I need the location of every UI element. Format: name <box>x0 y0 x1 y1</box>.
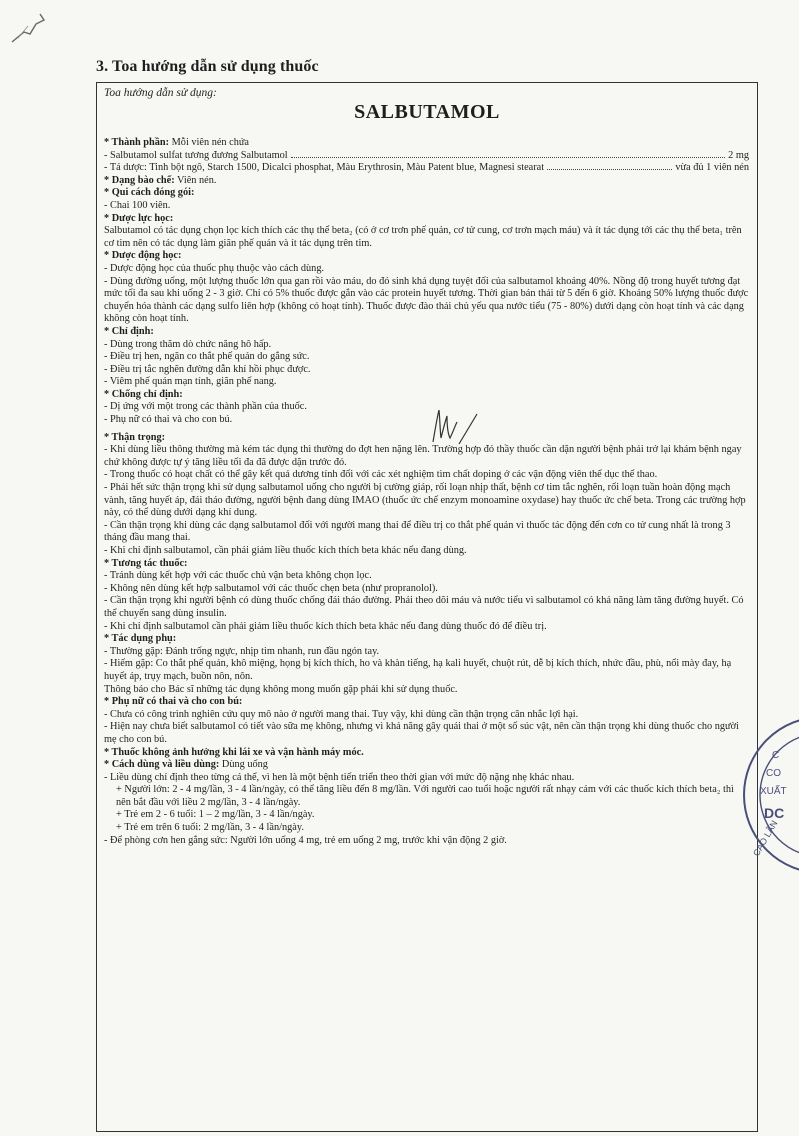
contraindications-heading: * Chống chỉ định: <box>104 388 183 400</box>
dosage-form-heading: * Dạng bào chế: <box>104 174 175 186</box>
precaution-item: - Cần thận trọng khi dùng các dạng salbutamol đối với người mang thai để điều trị co thắt phế quản vì thuốc tác động đến cơn co tử cung nhất là trong 3 tháng đầu mang thai. <box>104 519 731 544</box>
indication-item: - Dùng trong thăm dò chức năng hô hấp. <box>104 338 272 350</box>
interaction-item: - Không nên dùng kết hợp salbutamol với các thuốc chẹn beta (như propranolol). <box>104 582 438 594</box>
dosage-item: + Người lớn: 2 - 4 mg/lần, 3 - 4 lần/ngày, có thể tăng liều đến 8 mg/lần. Với người cao tuổi hoặc người rất nhạy cảm với các thuốc kích thích beta₂ thì nên bắt đầu với liều 2 mg/lần, 3 - 4 lần/ngày. <box>116 784 734 808</box>
active-ingredient-amount: 2 mg <box>728 149 749 161</box>
dosage-item: + Trẻ em trên 6 tuổi: 2 mg/lần, 3 - 4 lần/ngày. <box>116 822 304 834</box>
contraindication-item: - Phụ nữ có thai và cho con bú. <box>104 414 233 426</box>
pregnancy-heading: * Phụ nữ có thai và cho con bú: <box>104 696 243 708</box>
scan-artifact-mark <box>10 8 50 44</box>
stamp-text: C <box>772 750 780 761</box>
stamp-text: CO <box>766 768 781 779</box>
section-heading: 3. Toa hướng dẫn sử dụng thuốc <box>96 58 319 75</box>
dosage-form-line <box>104 175 749 188</box>
dosage-item: - Liều dùng chỉ định theo từng cá thể, vì hen là một bệnh tiến triển theo thời gian với mức độ nặng nhẹ khác nhau. <box>104 771 575 783</box>
side-effect-item: - Thường gặp: Đánh trống ngực, nhịp tim nhanh, run đầu ngón tay. <box>104 645 380 657</box>
pharmacodynamics-heading: * Dược lực học: <box>104 212 174 224</box>
package-insert-box <box>96 82 758 1132</box>
contraindication-item: - Dị ứng với một trong các thành phần của thuốc. <box>104 401 307 413</box>
stamp-text: XUẤT <box>760 786 787 797</box>
dosage-item: - Để phòng cơn hen gắng sức: Người lớn uống 4 mg, trẻ em uống 2 mg, trước khi vận động 2 giờ. <box>104 834 507 846</box>
precaution-item: - Khi chỉ định salbutamol, cần phải giảm liều thuốc kích thích beta khác nếu đang dùng. <box>104 545 467 556</box>
pharmacokinetics-heading: * Dược động học: <box>104 250 182 262</box>
precaution-item: - Khi dùng liều thông thường mà kém tác dụng thì thường do đợt hen nặng lên. Trường hợp đó thầy thuốc cần dặn người bệnh phải trở lại khám bệnh ngay chứ không được tự ý tăng liều tối đa đã được dặn trước đó. <box>104 444 742 468</box>
interactions-heading: * Tương tác thuốc: <box>104 557 188 569</box>
interaction-item: - Tránh dùng kết hợp với các thuốc chủ vận beta không chọn lọc. <box>104 570 372 582</box>
pharmacokinetics-line: - Dùng đường uống, một lượng thuốc lớn qua gan rồi vào máu, do đó sinh khả dụng tuyệt đối của salbutamol khoảng 40%. Nồng độ trong huyết tương đạt mức tối đa sau khi uống 2 - 3 giờ. Chỉ có 5% thuốc được gắn vào các protein huyết tương. Thời gian bán thải từ 5 đến 6 giờ. Khoảng 50% lượng thuốc được chuyển hóa thành các dạng sulfo liên hợp (không có hoạt tính). Thuốc được đào thải chủ yếu qua nước tiểu (75 - 80%) dưới dạng còn hoạt tính và các dạng không còn hoạt tính. <box>104 275 749 325</box>
composition-heading: * Thành phần: <box>104 137 170 148</box>
dosage-heading: * Cách dùng và liều dùng: <box>104 759 220 771</box>
pharmacodynamics-text: Salbutamol có tác dụng chọn lọc kích thích các thụ thể beta₂ (có ở cơ trơn phế quản, cơ tử cung, cơ trơn mạch máu) và ít tác dụng tới các thụ thể beta₁ trên cơ tim nên có tác dụng làm giãn phế quản và ít tác dụng trên tim. <box>104 225 742 249</box>
excipients-amount: vừa đủ 1 viên nén <box>675 162 749 174</box>
insert-content <box>104 137 749 847</box>
indication-item: - Viêm phế quản mạn tính, giãn phế nang. <box>104 376 277 388</box>
stamp-text: DC <box>764 805 785 821</box>
indications-heading: * Chỉ định: <box>104 325 154 337</box>
interaction-item: - Khi chỉ định salbutamol cần phải giảm liều thuốc kích thích beta khác nếu đang dùng thuốc đó để điều trị. <box>104 620 547 632</box>
composition-intro: Mỗi viên nén chứa <box>169 137 250 148</box>
excipients-list: - Tá dược: Tinh bột ngô, Starch 1500, Dicalci phosphat, Màu Erythrosin, Màu Patent blue, Magnesi stearat <box>104 162 545 174</box>
side-effects-heading: * Tác dụng phụ: <box>104 633 177 645</box>
interaction-item: - Cần thận trọng khi người bệnh có dùng thuốc chống đái tháo đường. Phải theo dõi máu và nước tiểu vì salbutamol có khả năng làm tăng đường huyết. Có thể chuyển sang dùng insulin. <box>104 595 744 619</box>
stamp-text: CAO LÃN <box>751 818 780 858</box>
side-effect-item: Thông báo cho Bác sĩ những tác dụng không mong muốn gặp phải khi sử dụng thuốc. <box>104 683 458 695</box>
driving-heading: * Thuốc không ảnh hưởng khi lái xe và vận hành máy móc. <box>104 746 364 758</box>
dosage-route: Dùng uống <box>219 759 268 771</box>
dosage-item: + Trẻ em 2 - 6 tuổi: 1 – 2 mg/lần, 3 - 4 lần/ngày. <box>116 809 315 821</box>
excipients-row <box>104 162 749 175</box>
drug-title: SALBUTAMOL <box>354 101 500 123</box>
box-caption: Toa hướng dẫn sử dụng: <box>104 87 217 99</box>
pregnancy-item: - Chưa có công trình nghiên cứu quy mô nào ở người mang thai. Tuy vậy, khi dùng cần thận trọng cân nhắc lợi hại. <box>104 708 579 720</box>
pregnancy-item: - Hiện nay chưa biết salbutamol có tiết vào sữa mẹ không, nhưng vì khả năng gây quái thai ở một số súc vật, nên cần thận trọng khi dùng thuốc cho người mẹ cho con bú. <box>104 721 739 745</box>
active-ingredient-name: - Salbutamol sulfat tương đương Salbutamol <box>104 149 288 161</box>
handwritten-signature <box>425 400 485 460</box>
company-stamp <box>742 690 799 900</box>
composition-heading-line <box>104 137 749 150</box>
packaging-text: - Chai 100 viên. <box>104 199 171 211</box>
active-ingredient-row <box>104 150 749 163</box>
dosage-heading-line <box>104 759 749 772</box>
indication-item: - Điều trị tắc nghẽn đường dẫn khí hồi phục được. <box>104 363 311 375</box>
side-effect-item: - Hiếm gặp: Co thắt phế quản, khô miệng, họng bị kích thích, ho và khàn tiếng, hạ kali huyết, chuột rút, dễ bị kích thích, nhức đầu, phù, nổi mày đay, hạ huyết áp, trụy mạch, buồn nôn, nôn. <box>104 658 732 682</box>
precaution-item: - Phải hết sức thận trọng khi sử dụng salbutamol uống cho người bị cường giáp, rối loạn nhịp thất, bệnh cơ tim tắc nghẽn, rối loạn tuần hoàn động mạch vành, tăng huyết áp, đái tháo đường, người bệnh đang dùng IMAO (thuốc ức chế enzym monoamine oxydase) hay thuốc ức chế beta. Trong các trường hợp này, có thể dùng dưới dạng khí dung. <box>104 482 746 519</box>
packaging-heading: * Qui cách đóng gói: <box>104 187 195 199</box>
indication-item: - Điều trị hen, ngăn co thắt phế quản do gắng sức. <box>104 351 310 363</box>
precaution-item: - Trong thuốc có hoạt chất có thể gây kết quả dương tính đối với các xét nghiệm tìm chất doping ở các vận động viên thể dục thể thao. <box>104 469 658 481</box>
pharmacokinetics-line: - Dược động học của thuốc phụ thuộc vào cách dùng. <box>104 262 325 274</box>
precautions-heading: * Thận trọng: <box>104 431 166 443</box>
dosage-form-text: Viên nén. <box>174 174 217 186</box>
